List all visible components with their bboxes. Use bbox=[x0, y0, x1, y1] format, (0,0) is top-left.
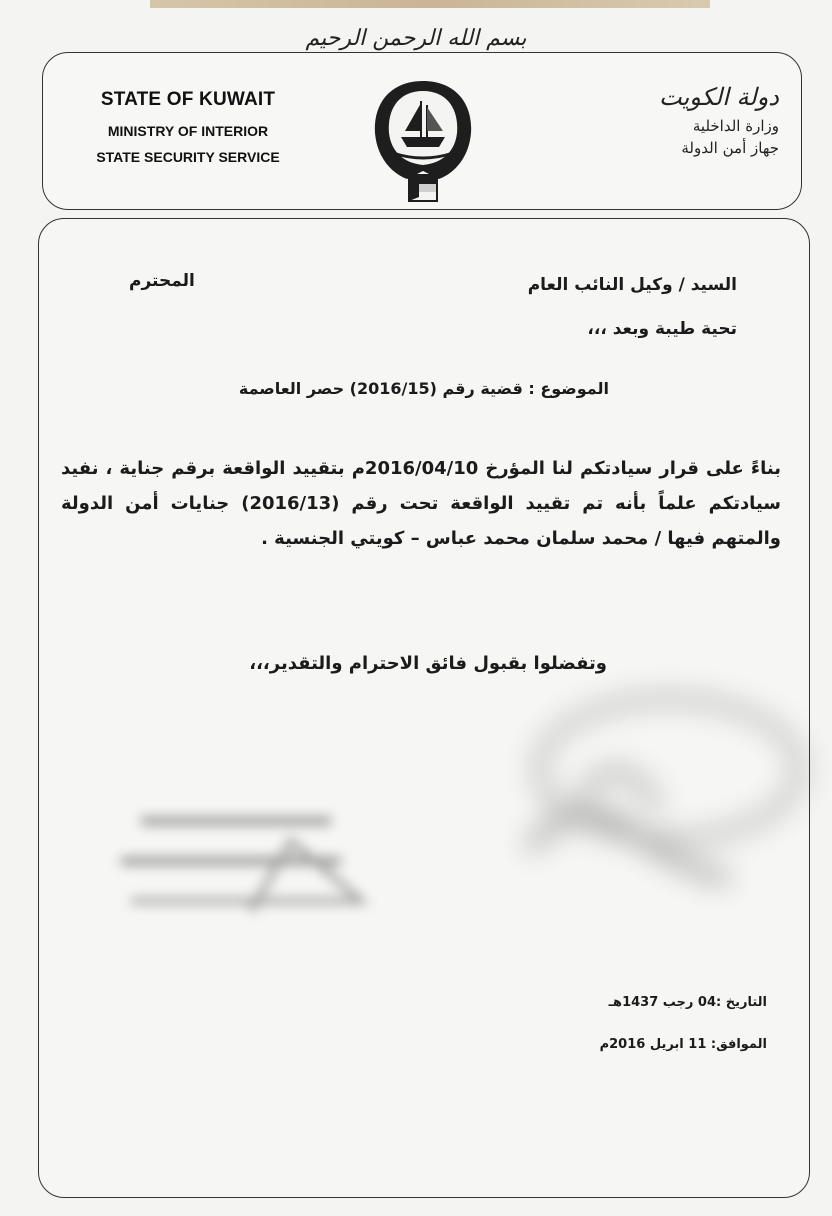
ministry-name-ar: وزارة الداخلية bbox=[692, 117, 779, 135]
service-name-ar: جهاز أمن الدولة bbox=[681, 139, 779, 157]
state-name-en: STATE OF KUWAIT bbox=[100, 89, 276, 110]
addressee: السيد / وكيل النائب العام bbox=[527, 275, 737, 295]
service-name-en: STATE SECURITY SERVICE bbox=[96, 149, 280, 165]
closing-line: وتفضلوا بقبول فائق الاحترام والتقدير،،، bbox=[249, 653, 607, 674]
letterhead bbox=[42, 52, 802, 210]
arabic-letterhead bbox=[559, 83, 779, 157]
official-stamp bbox=[489, 679, 809, 909]
letter-body bbox=[38, 218, 810, 1198]
body-paragraph: بناءً على قرار سيادتكم لنا المؤرخ 2016/04/10م بتقييد الواقعة برقم جناية ، نفيد سيادتكم علماً بأنه تم تقييد الواقعة تحت رقم (2016/13) جنايات أمن الدولة والمتهم فيها / محمد سلمان محمد عباس – كويتي الجنسية . bbox=[61, 458, 781, 549]
subject-line: الموضوع : قضية رقم (2016/15) حصر العاصمة bbox=[238, 379, 609, 398]
handwritten-signature bbox=[111, 801, 391, 921]
paper-top-edge bbox=[150, 0, 710, 8]
date-hijri: التاريخ :04 رجب 1437هـ bbox=[608, 995, 767, 1010]
greeting: تحية طيبة وبعد ،،، bbox=[587, 319, 737, 339]
state-name-ar: دولة الكويت bbox=[659, 83, 779, 111]
basmala: بسم الله الرحمن الرحيم bbox=[305, 26, 527, 51]
kuwait-emblem-icon bbox=[361, 75, 485, 205]
date-gregorian: الموافق: 11 ابريل 2016م bbox=[599, 1037, 767, 1052]
english-letterhead bbox=[63, 89, 313, 165]
ministry-name-en: MINISTRY OF INTERIOR bbox=[107, 123, 269, 139]
honorific: المحترم bbox=[129, 271, 195, 291]
